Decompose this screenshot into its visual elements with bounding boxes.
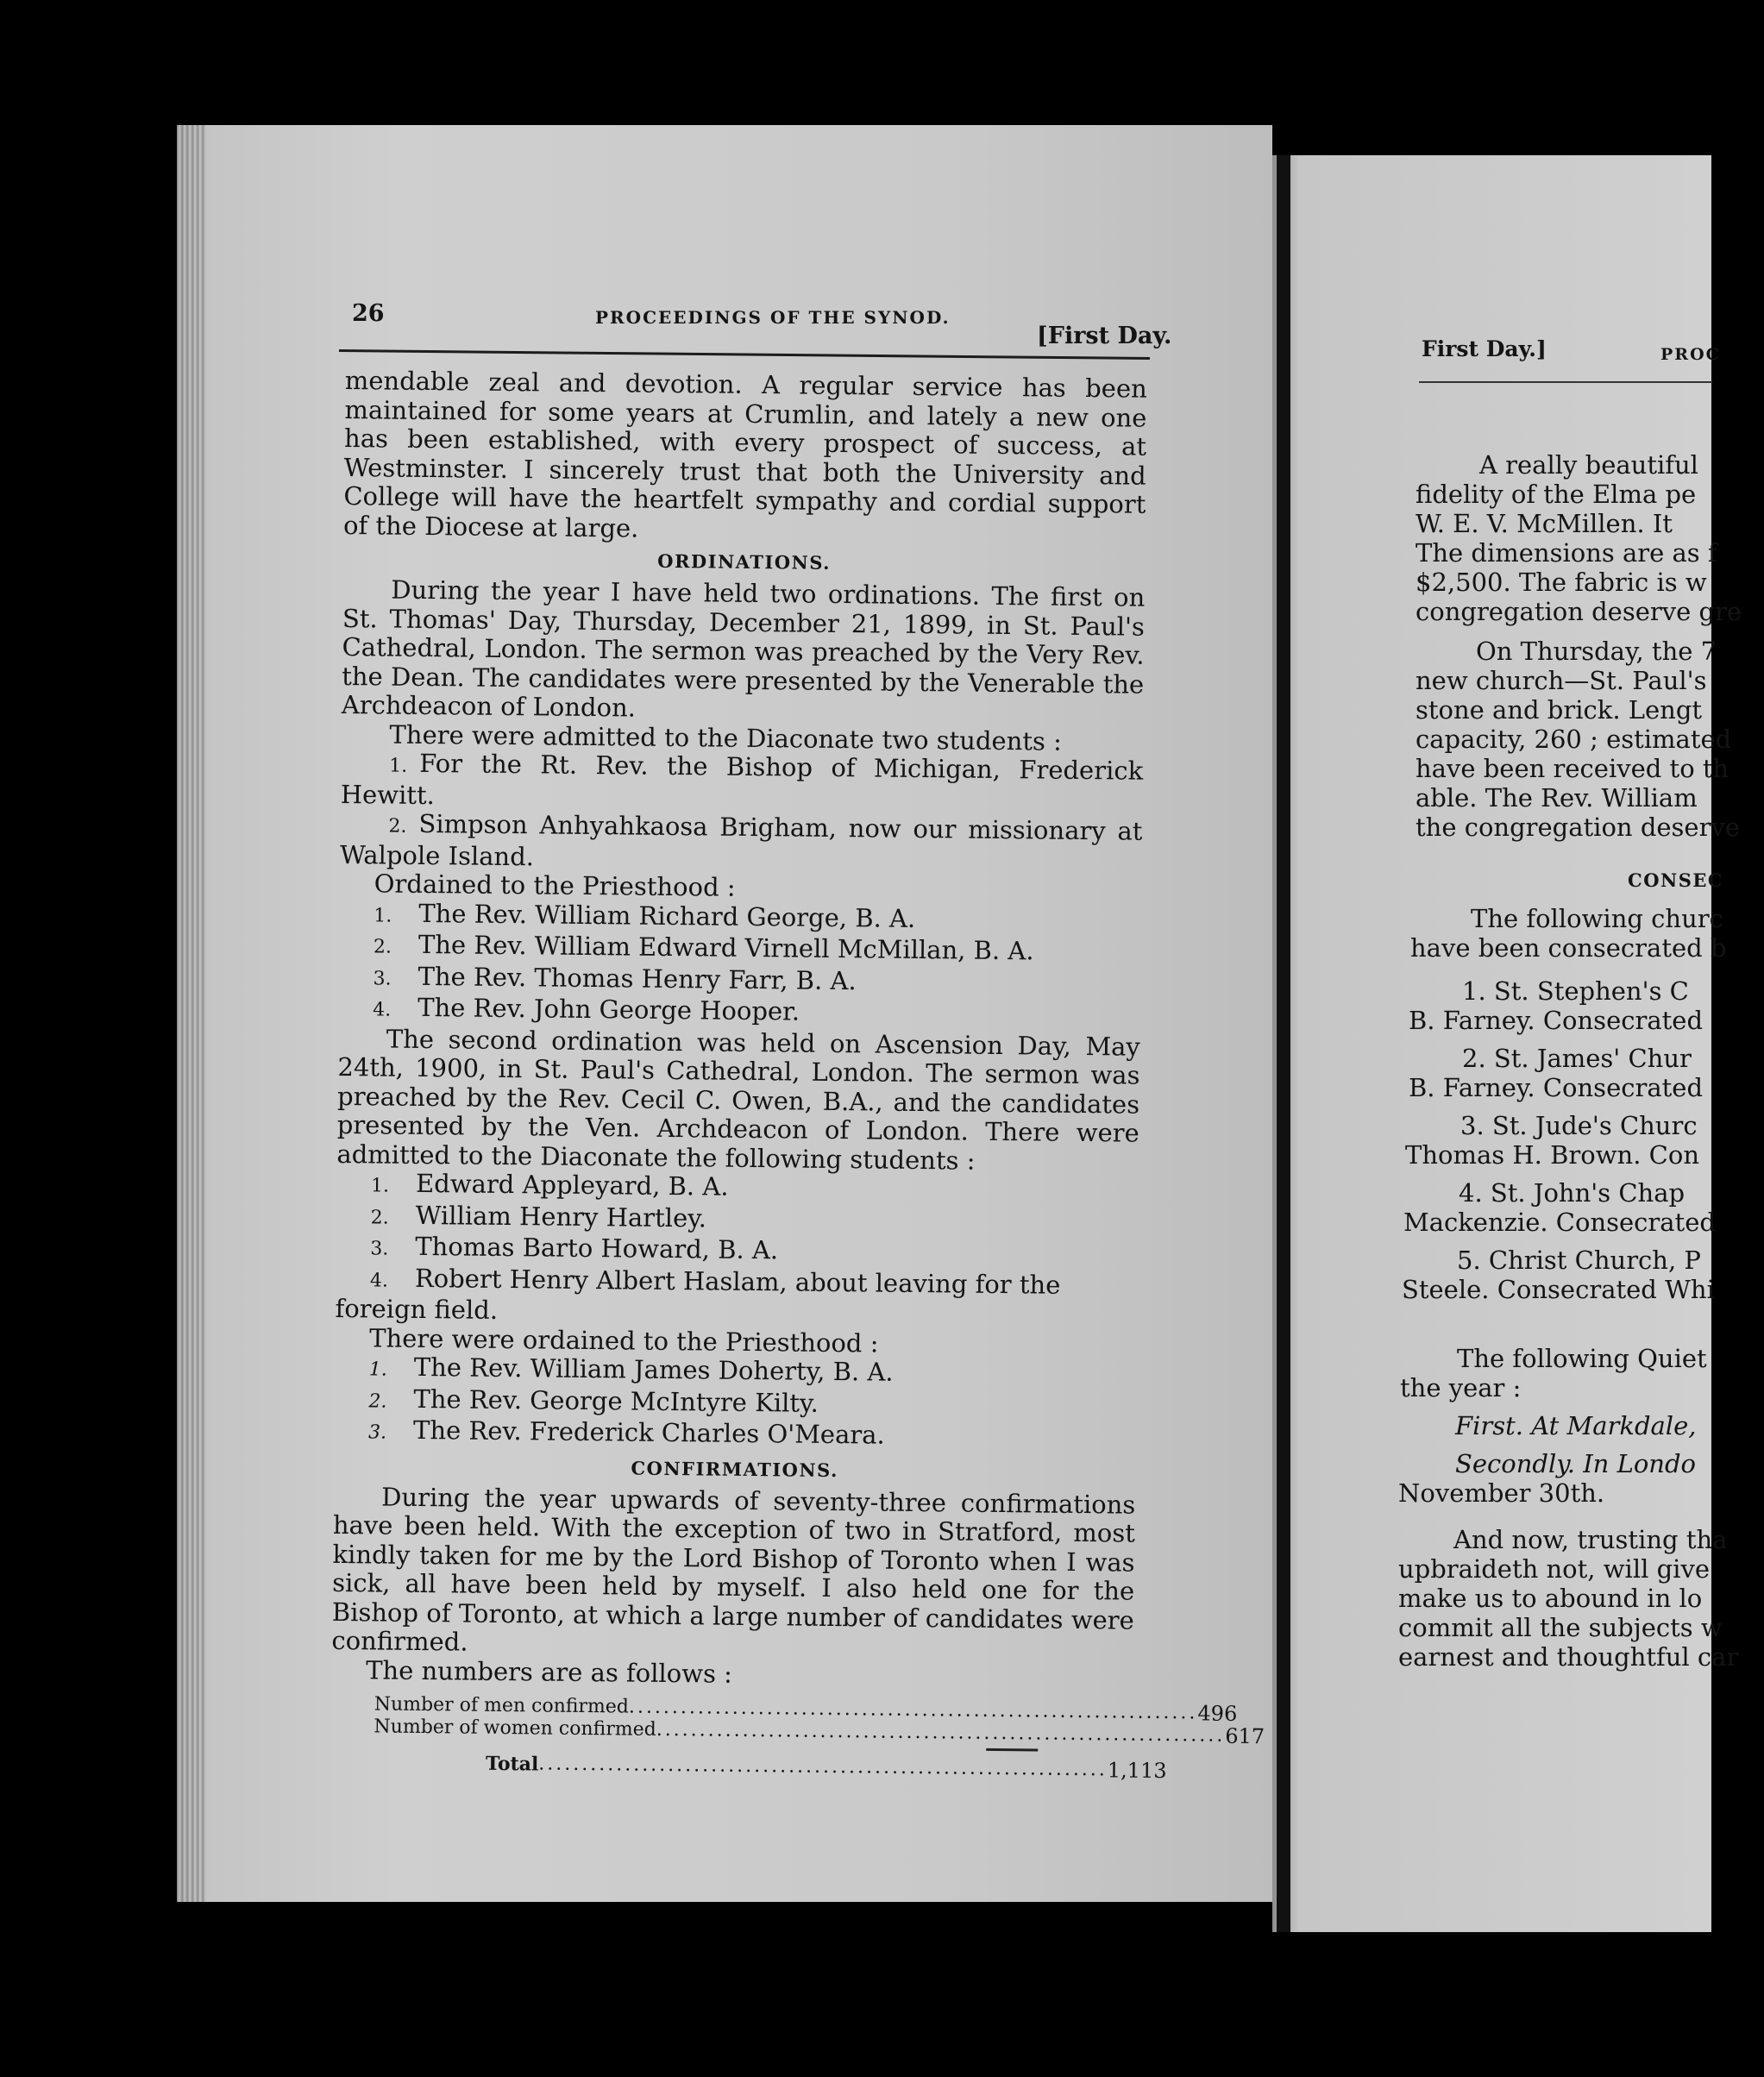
- list-text: Edward Appleyard, B. A.: [415, 1168, 729, 1202]
- list-number: 2.: [368, 1390, 387, 1413]
- page-edges: [177, 125, 206, 1902]
- total-value: 1,113: [1107, 1758, 1167, 1784]
- leader-dots: ..................................................................: [656, 1718, 1226, 1747]
- list-text: For the Rt. Rev. the Bishop of Michigan, Frederick Hewitt.: [340, 748, 1144, 810]
- list-text: The Rev. William Richard George, B. A.: [418, 898, 916, 933]
- text-line: have been consecrated b: [1410, 933, 1727, 963]
- total-label: Total: [485, 1752, 539, 1776]
- stat-label: Number of men confirmed: [374, 1693, 630, 1718]
- text-line: B. Farney. Consecrated: [1409, 1006, 1704, 1035]
- list-number: 4.: [373, 999, 392, 1021]
- day-tag: [First Day.: [1037, 323, 1172, 349]
- list-item: [340, 809, 1143, 878]
- text-line: B. Farney. Consecrated: [1409, 1073, 1704, 1102]
- list-text: William Henry Hartley.: [415, 1200, 707, 1233]
- text-line: 2. St. James' Chur: [1462, 1044, 1692, 1073]
- confirmations-paragraph: During the year upwards of seventy-three confirmations have been held. With the exception of two in Stratford, most kindly taken for me by the Lord Bishop of Toronto when I was sick, all have been held by myself. I also held one for the Bishop of Toronto, at which a large number of candidates were confirmed.: [331, 1482, 1136, 1657]
- text-line: 3. St. Jude's Churc: [1460, 1111, 1698, 1140]
- list-number: 4.: [369, 1269, 389, 1292]
- leader-dots: ..................................................................: [628, 1696, 1198, 1724]
- text-line: 1. St. Stephen's C: [1462, 976, 1689, 1006]
- text-line: On Thursday, the 7: [1476, 637, 1717, 666]
- list-number: 1.: [374, 904, 392, 927]
- ordinations-paragraph: During the year I have held two ordinations. The first on St. Thomas' Day, Thursday, December 21, 1899, in St. Paul's Cathedral, London. The sermon was preached by the Very Rev. the Dean. The candidates were presented by the Venerable the Archdeacon of London.: [341, 574, 1146, 723]
- text-line: earnest and thoughtful car: [1398, 1642, 1739, 1672]
- list-item: [335, 1263, 1138, 1332]
- list-text: The Rev. William James Doherty, B. A.: [413, 1352, 894, 1387]
- list-number: 2.: [370, 1206, 389, 1229]
- text-line: W. E. V. McMillen. It: [1416, 509, 1673, 538]
- list-item: [341, 749, 1144, 818]
- text-line: $2,500. The fabric is w: [1416, 568, 1707, 597]
- list-number: 1.: [389, 755, 408, 777]
- list-number: 2.: [373, 936, 392, 958]
- text-line: Secondly. In Londo: [1455, 1449, 1696, 1478]
- text-line: commit all the subjects w: [1398, 1613, 1723, 1642]
- stat-label: Number of women confirmed: [374, 1716, 656, 1741]
- confirmations-heading: CONFIRMATIONS.: [631, 1457, 838, 1481]
- list-text: Simpson Anhyahkaosa Brigham, now our missionary at Walpole Island.: [339, 808, 1143, 871]
- right-day-tag: First Day.]: [1422, 336, 1547, 361]
- text-line: 4. St. John's Chap: [1459, 1178, 1686, 1208]
- list-text: The Rev. Frederick Charles O'Meara.: [412, 1415, 885, 1450]
- list-number: 2.: [388, 815, 407, 838]
- text-line: the year :: [1400, 1373, 1522, 1402]
- text-line: Mackenzie. Consecrated: [1403, 1208, 1716, 1237]
- opening-paragraph: mendable zeal and devotion. A regular service has been maintained for some years at Crumlin, and lately a new one has been established, with every prospect of success, at Westminster. I sincerely trust that both the University and College will have the heartfelt sympathy and cordial support of the Diocese at large.: [342, 366, 1147, 543]
- text-line: A really beautiful: [1479, 450, 1698, 480]
- leader-dots: ..................................................................: [538, 1753, 1108, 1781]
- text-line: 5. Christ Church, P: [1457, 1246, 1701, 1275]
- text-line: congregation deserve gre: [1416, 597, 1742, 626]
- consec-heading: CONSEC: [1628, 869, 1724, 891]
- second-ordination-paragraph: The second ordination was held on Ascension Day, May 24th, 1900, in St. Paul's Cathedral, London. The sermon was preached by the Rev. Cecil C. Owen, B.A., and the candidates presented by the Ven. Archdeacon of London. There were admitted to the Diaconate the following students :: [336, 1024, 1140, 1176]
- list-text: The Rev. Thomas Henry Farr, B. A.: [417, 961, 857, 995]
- list-number: 1.: [370, 1175, 390, 1197]
- text-line: The dimensions are as f: [1416, 538, 1717, 568]
- text-line: capacity, 260 ; estimated: [1416, 725, 1732, 754]
- list-text: Thomas Barto Howard, B. A.: [415, 1231, 779, 1265]
- stat-value: 496: [1197, 1701, 1238, 1726]
- stat-value: 617: [1225, 1723, 1265, 1749]
- list-text: The Rev. George McIntyre Kilty.: [413, 1384, 819, 1418]
- text-line: able. The Rev. William: [1416, 783, 1698, 813]
- left-page-text: [330, 366, 1265, 1784]
- list-text: The Rev. John George Hooper.: [417, 992, 800, 1026]
- text-line: November 30th.: [1398, 1478, 1605, 1508]
- text-line: The following churc: [1471, 904, 1723, 933]
- priesthood-intro-1: Ordained to the Priesthood :: [374, 869, 736, 902]
- text-line: fidelity of the Elma pe: [1416, 480, 1697, 509]
- text-line: First. At Markdale,: [1455, 1411, 1697, 1440]
- running-head: PROCEEDINGS OF THE SYNOD.: [595, 307, 951, 328]
- right-header-rule: [1419, 381, 1712, 383]
- numbers-intro: The numbers are as follows :: [366, 1654, 733, 1689]
- priesthood-intro-2: There were ordained to the Priesthood :: [369, 1322, 879, 1359]
- text-line: have been received to th: [1416, 754, 1729, 783]
- text-line: new church—St. Paul's: [1416, 666, 1707, 695]
- list-number: 1.: [368, 1359, 387, 1381]
- text-line: The following Quiet: [1457, 1344, 1707, 1373]
- ordinations-heading: ORDINATIONS.: [657, 549, 832, 574]
- list-text: The Rev. William Edward Virnell McMillan, B. A.: [417, 929, 1034, 966]
- text-line: Thomas H. Brown. Con: [1405, 1140, 1699, 1170]
- text-line: the congregation deserve: [1416, 813, 1740, 842]
- list-number: 3.: [370, 1238, 389, 1260]
- sum-rule: [986, 1748, 1038, 1752]
- list-number: 3.: [373, 967, 392, 990]
- text-line: make us to abound in lo: [1398, 1584, 1703, 1613]
- text-line: stone and brick. Lengt: [1416, 695, 1703, 725]
- diaconate-intro-1: There were admitted to the Diaconate two students :: [389, 719, 1063, 756]
- list-number: 3.: [367, 1421, 387, 1444]
- list-text: Robert Henry Albert Haslam, about leaving for the foreign field.: [335, 1263, 1061, 1325]
- text-line: upbraideth not, will give: [1398, 1554, 1710, 1584]
- text-line: And now, trusting tha: [1453, 1525, 1728, 1554]
- page-gutter: [1277, 155, 1290, 1932]
- text-line: Steele. Consecrated Whi: [1402, 1275, 1715, 1304]
- page-number: 26: [352, 300, 385, 327]
- right-running-head: PROC: [1660, 345, 1721, 364]
